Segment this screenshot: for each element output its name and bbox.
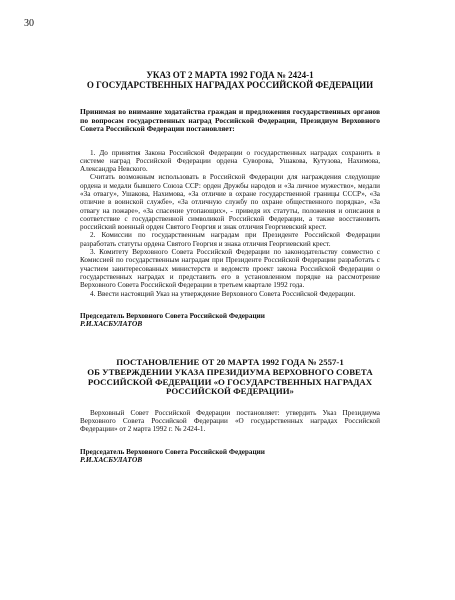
decree-paragraph-3: 2. Комиссии по государственным наградам при Президенте Российской Федерации разработать статуты ордена Святого Георгия и знака отличия Георгиевский крест. (80, 231, 380, 248)
document-body (80, 70, 380, 464)
resolution-text: Верховный Совет Российской Федерации постановляет: утвердить Указ Президиума Верховного Совета Российской Федерации «О государственных наградах Российской Федерации» от 2 марта 1992 г. № 2424-1. (80, 408, 380, 434)
decree-paragraph-1: 1. До принятия Закона Российской Федерации о государственных наградах сохранить в системе наград Российской Федерации ордена Суворова, Ушакова, Кутузова, Нахимова, Александра Невского. (80, 148, 380, 174)
decree-paragraph-4: 3. Комитету Верховного Совета Российской Федерации по законодательству совместно с Комиссией по государственным наградам при Президенте Российской Федерации разработать с участием заинтересованных министерств и ведомств проект закона Российской Федерации о государственных наградах и представить его в установленном порядке на рассмотрение Верховного Совета Российской Федерации в третьем квартале 1992 года. (80, 248, 380, 290)
signature-name: Р.И.ХАСБУЛАТОВ (80, 319, 143, 329)
decree-paragraph-2: Считать возможным использовать в Российской Федерации для награждения следующие ордена и медали бывшего Союза ССР: орден Дружбы народов и «За личное мужество», медали «За отвагу», Ушакова, Нахимова, «За отличие в охране государственной границы СССР», «За отличие в воинской службе», «За отличную службу по охране общественного порядка», «За отвагу на пожаре», «За спасение утопающих», - приведя их статуты, положения и описания в соответствие с государственной символикой Российской Федерации, а также восстановить российский военный орден Святого Георгия и знак отличия Георгиевский крест. (80, 173, 380, 232)
decree-paragraphs (80, 149, 380, 298)
signature-name: Р.И.ХАСБУЛАТОВ (80, 455, 143, 464)
resolution-signature (80, 448, 380, 465)
decree-paragraph-5: 4. Ввести настоящий Указ на утверждение Верховного Совета Российской Федерации. (90, 289, 356, 298)
decree-section (80, 70, 380, 328)
decree-signature (80, 312, 380, 329)
resolution-section (80, 358, 380, 464)
decree-title: УКАЗ ОТ 2 МАРТА 1992 ГОДА № 2424-1 О ГОСУДАРСТВЕННЫХ НАГРАДАХ РОССИЙСКОЙ ФЕДЕРАЦИИ (86, 70, 374, 90)
resolution-title: ПОСТАНОВЛЕНИЕ ОТ 20 МАРТА 1992 ГОДА № 2557-1 ОБ УТВЕРЖДЕНИИ УКАЗА ПРЕЗИДИУМА ВЕРХОВНОГО СОВЕТА РОССИЙСКОЙ ФЕДЕРАЦИИ «О ГОСУДАРСТВЕННЫХ НАГРАДАХ РОССИЙСКОЙ ФЕДЕРАЦИИ» (87, 357, 373, 397)
signature-title: Председатель Верховного Совета Российской Федерации (80, 311, 265, 320)
signature-title: Председатель Верховного Совета Российской Федерации (80, 447, 265, 456)
page-number: 30 (24, 18, 34, 29)
decree-intro: Принимая во внимание ходатайства граждан и предложения государственных органов по вопросам государственных наград Российской Федерации, Президиум Верховного Совета Российской Федерации постановляет: (80, 107, 380, 133)
